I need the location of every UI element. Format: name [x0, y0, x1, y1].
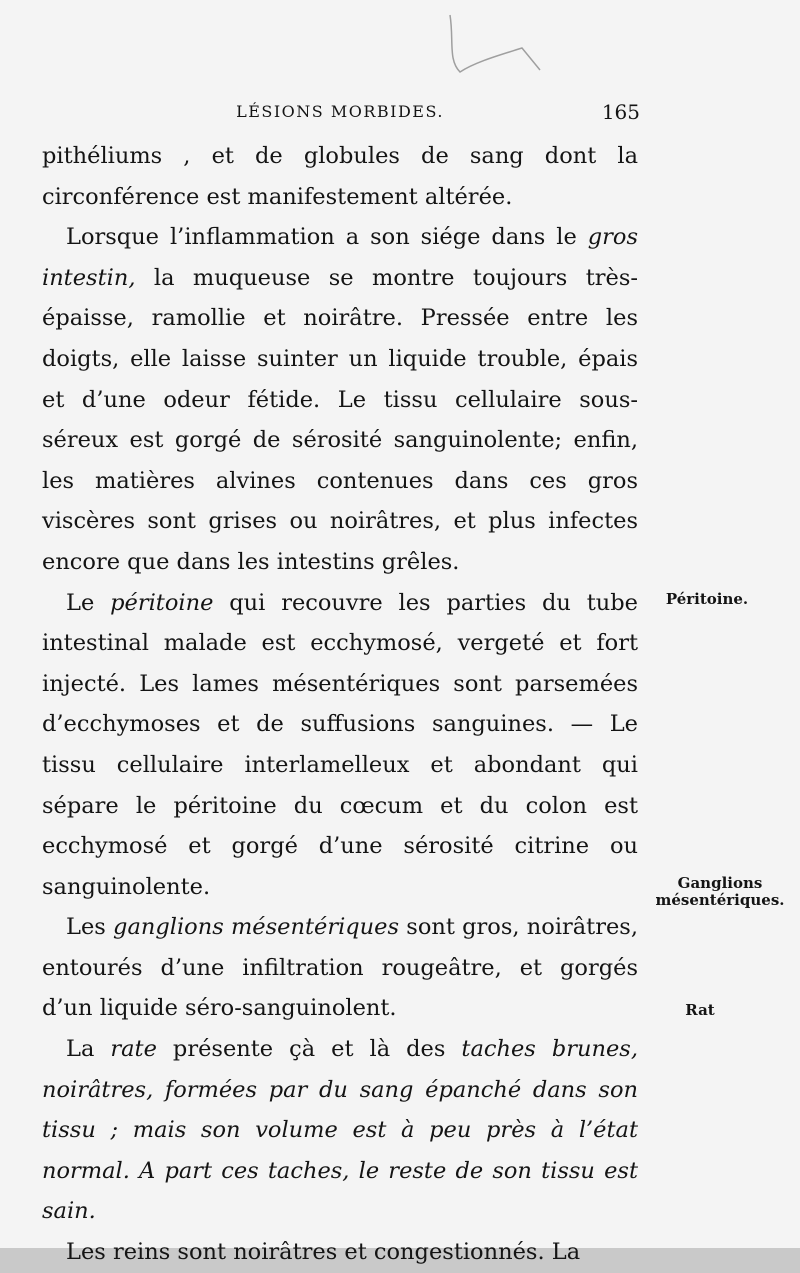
margin-note-ganglions: Ganglions mésentériques.	[655, 874, 785, 909]
margin-note-peritoine: Péritoine.	[665, 590, 749, 608]
text-run: qui recouvre les parties du tube intestinal malade est ecchymosé, vergeté et fort injecté. Les lames mésentériques sont parsemées d’ecchymoses et de suffusions sanguines. — Le tissu cellulaire interlamelleux et abondant qui sépare le péritoine du cœcum et du colon est ecchymosé et gorgé d’une sérosité citrine ou sanguinolente.	[42, 589, 638, 900]
body-text	[42, 136, 638, 1273]
italic-text-run: gros intestin,	[42, 224, 638, 291]
italic-text-run: taches brunes, noirâtres, formées par du sang épanché dans son tissu ; mais son volume est à peu près à l’état normal. A part ces taches, le reste de son tissu est sain.	[42, 1036, 638, 1225]
text-run: Le	[66, 589, 111, 616]
paragraph	[42, 136, 638, 217]
text-run: Lorsque l’inflammation a son siége dans le	[66, 224, 588, 251]
ink-stroke-mark	[430, 0, 550, 90]
paragraph	[42, 907, 638, 1029]
running-head	[40, 100, 640, 128]
page-number: 165	[601, 100, 640, 124]
italic-text-run: ganglions mésentériques	[113, 914, 400, 941]
paragraph	[42, 1232, 638, 1273]
text-run: la muqueuse se montre toujours très-épaisse, ramollie et noirâtre. Pressée entre les doigts, elle laisse suinter un liquide trouble, épais et d’une odeur fétide. Le tissu cellulaire sous-séreux est gorgé de sérosité sanguinolente; enfin, les matières alvines contenues dans ces gros viscères sont grises ou noirâtres, et plus infectes encore que dans les intestins grêles.	[42, 264, 638, 575]
italic-text-run: péritoine	[110, 589, 214, 616]
margin-note-rate: Rat	[685, 1001, 715, 1019]
text-run: Les	[66, 914, 114, 941]
text-run: La	[66, 1036, 111, 1063]
text-run: Les reins sont noirâtres et congestionnés. La	[66, 1239, 581, 1266]
paragraph	[42, 583, 638, 908]
italic-text-run: rate	[110, 1036, 157, 1063]
running-head-title: LÉSIONS MORBIDES.	[236, 102, 444, 121]
paragraph	[42, 217, 638, 582]
text-run: présente çà et là des	[156, 1036, 462, 1063]
text-run: pithéliums , et de globules de sang dont la circonférence est manifestement altérée.	[42, 143, 638, 210]
paragraph	[42, 1029, 638, 1232]
text-run: sont gros, noirâtres, entourés d’une infiltration rougeâtre, et gorgés d’un liquide séro-sanguinolent.	[42, 914, 638, 1022]
